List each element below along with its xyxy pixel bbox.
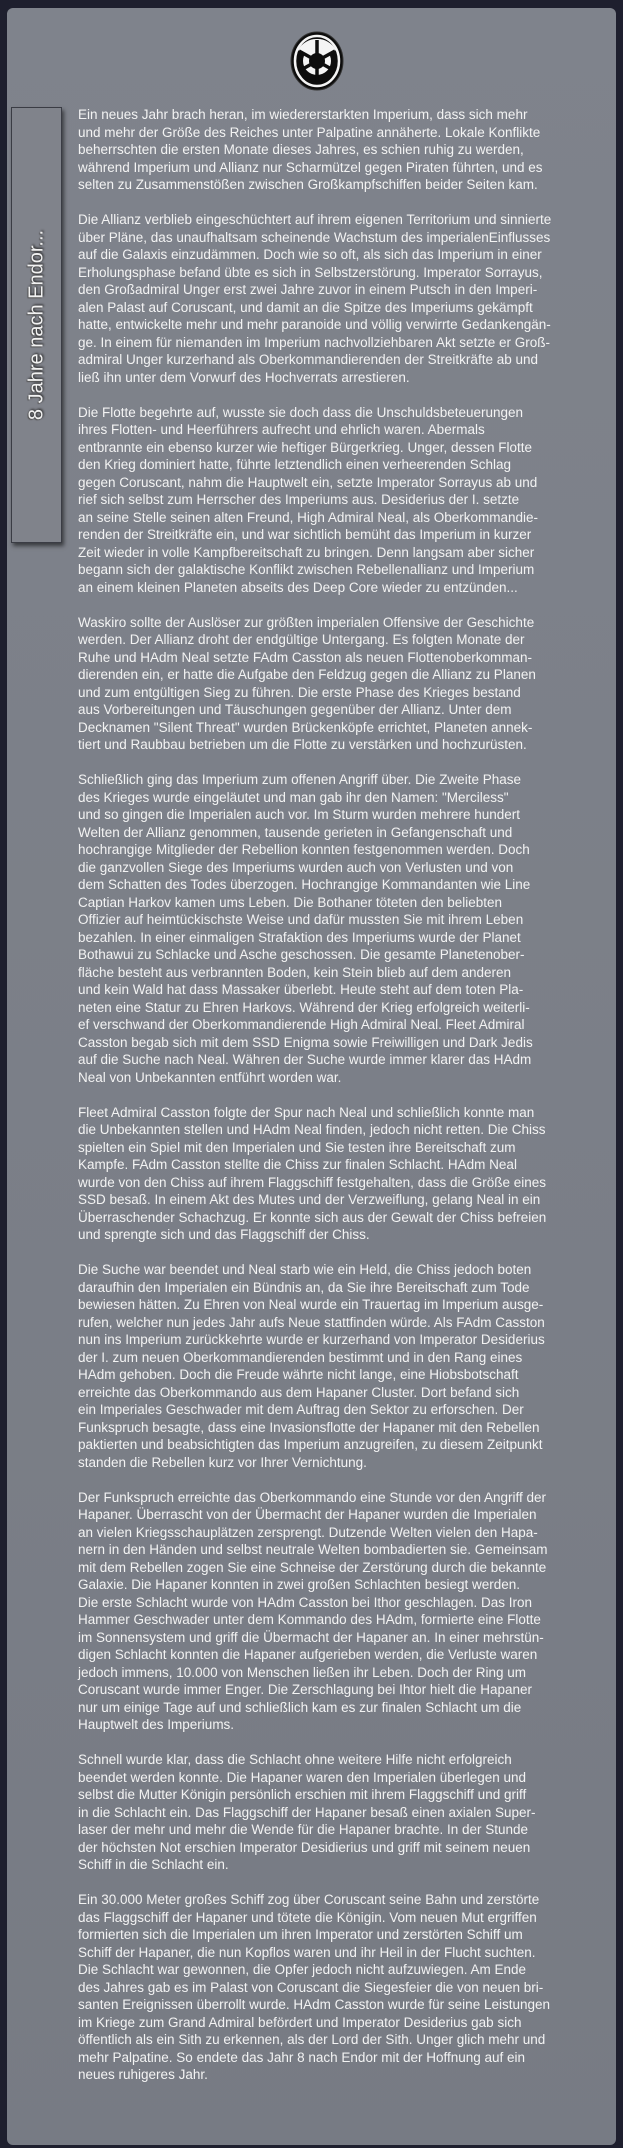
text-line: ließ ihn unter dem Vorwurf des Hochverrats arrestieren. (78, 369, 410, 385)
text-line: aus Vorbereitungen und Täuschungen gegenüber der Allianz. Unter dem (78, 702, 512, 717)
paragraph (78, 1751, 613, 1874)
text-line: den Großadmiral Unger erst zwei Jahre zuvor in einem Putsch in den Imperi- (78, 282, 538, 297)
paragraph (78, 211, 613, 386)
text-line: Schnell wurde klar, dass die Schlacht ohne weitere Hilfe nicht erfolgreich (78, 1752, 512, 1767)
text-line: formierten sich die Imperialen um ihren Imperator und zerstörten Schiff um (78, 1927, 523, 1942)
text-line: santen Ereignissen überrollt wurde. HAdm Casston wurde für seine Leistungen (78, 1997, 551, 2012)
text-line: Der Funkspruch erreichte das Oberkommando eine Stunde vor den Angriff der (78, 1489, 547, 1505)
text-line: Funkspruch besagte, dass eine Invasionsflotte der Hapaner mit den Rebellen (78, 1419, 540, 1435)
text-line: rufen, welcher nun jedes Jahr aufs Neue stattfinden würde. Als FAdm Casston (78, 1314, 545, 1330)
text-line: ge. In einem für niemanden im Imperium nachvollziehbaren Akt setzte er Groß- (78, 334, 550, 350)
text-line: neues ruhigeres Jahr. (78, 2067, 208, 2082)
text-line: das Flaggschiff der Hapaner und tötete die Königin. Vom neuen Mut ergriffen (78, 1909, 537, 1925)
text-line: Hapaner. Überrascht von der Übermacht der Hapaner wurden die Imperialen (78, 1507, 537, 1522)
text-line: Schiff der Hapaner, die nun Kopflos waren und ihr Heil in der Flucht suchten. (78, 1944, 536, 1960)
paragraph (78, 771, 613, 1086)
text-line: und zum entgültigen Sieg zu führen. Die erste Phase des Krieges bestand (78, 684, 521, 700)
text-line: Fleet Admiral Casston folgte der Spur nach Neal und schließlich konnte man (78, 1104, 535, 1120)
text-line: hochrangige Mitglieder der Rebellion konnten festgenommen werden. Doch (78, 842, 530, 857)
text-line: Welten der Allianz genommen, tausende gerieten in Gefangenschaft und (78, 824, 513, 840)
text-line: die ganzvollen Siege des Imperiums wurden auch von Verlusten und von (78, 859, 514, 875)
chapter-title: 8 Jahre nach Endor... (25, 229, 47, 421)
text-line: Ruhe und HAdm Neal setzte FAdm Casston als neuen Flottenoberkomman- (78, 649, 532, 665)
text-line: Schließlich ging das Imperium zum offenen Angriff über. Die Zweite Phase (78, 772, 521, 787)
text-line: digen Schlacht konnten die Hapaner aufgerieben werden, die Verluste waren (78, 1647, 538, 1662)
text-line: nern in den Händen und selbst neutrale Welten bombadierten sie. Gemeinsam (78, 1542, 548, 1557)
text-line: und so gingen die Imperialen auch vor. Im Sturm wurden mehrere hundert (78, 807, 520, 822)
text-line: ein Imperiales Geschwader mit dem Auftrag den Sektor zu erforschen. Der (78, 1402, 524, 1417)
text-line: Die Schlacht war gewonnen, die Opfer jedoch nicht aufzuwiegen. Am Ende (78, 1962, 527, 1977)
text-line: admiral Unger kurzerhand als Oberkommandierenden der Streitkräfte ab und (78, 352, 538, 367)
text-line: wurde von den Chiss auf ihrem Flaggschiff festgehalten, dass die Größe eines (78, 1174, 547, 1190)
chapter-title-tab (11, 107, 62, 543)
text-line: Schiff in die Schlacht ein. (78, 1857, 229, 1872)
text-line: auf die Suche nach Neal. Währen der Suche wurde immer klarer das HAdm (78, 1052, 532, 1067)
text-line: bewiesen hätten. Zu Ehren von Neal wurde ein Trauertag im Imperium ausge- (78, 1297, 544, 1312)
text-line: dem Schatten des Todes überzogen. Hochrangige Kommandanten wie Line (78, 877, 531, 892)
text-line: Neal von Unbekannten entführt worden war. (78, 1069, 342, 1085)
text-line: HAdm gehoben. Doch die Freude währte nicht lange, eine Hiobsbotschaft (78, 1367, 519, 1382)
text-line: an vielen Kriegsschauplätzen zersprengt. Dutzende Welten vielen den Hapa- (78, 1524, 538, 1540)
text-line: Captian Harkov kamen ums Leben. Die Bothaner töteten den beliebten (78, 894, 503, 910)
text-line: Coruscant wurde immer Enger. Die Zerschlagung bei Ihtor hielt die Hapaner (78, 1682, 532, 1697)
text-line: bezahlen. In einer einmaligen Strafaktion des Imperiums wurde der Planet (78, 929, 521, 945)
text-line: Überraschender Schachzug. Er konnte sich aus der Gewalt der Chiss befreien (78, 1209, 547, 1225)
text-line: Erholungsphase befand übte es sich in Selbstzerstörung. Imperator Sorrayus, (78, 264, 543, 280)
text-line: ihres Flotten- und Heerführers aufrecht und ehrlich waren. Abermals (78, 422, 485, 437)
text-line: rief sich selbst zum Herrscher des Imperiums aus. Desiderius der I. setzte (78, 492, 520, 507)
text-line: und kein Wald hat dass Massaker überlebt. Heute steht auf dem toten Pla- (78, 982, 524, 997)
text-line: nun ins Imperium zurückkehrte wurde er kurzerhand von Imperator Desiderius (78, 1332, 545, 1347)
paragraph (78, 1489, 613, 1734)
text-line: Die Allianz verblieb eingeschüchtert auf ihrem eigenen Territorium und sinnierte (78, 212, 552, 227)
paragraph (78, 106, 613, 194)
text-line: der höchsten Not erschien Imperator Desidierius und griff mit seinem neuen (78, 1839, 531, 1855)
text-line: begann sich der galaktische Konflikt zwischen Rebellenallianz und Imperium (78, 562, 535, 577)
text-line: des Krieges wurde eingeläutet und man gab ihr den Namen: "Merciless" (78, 789, 509, 805)
text-line: Casston begab sich mit dem SSD Enigma sowie Freiwilligen und Dark Jedis (78, 1034, 533, 1050)
text-line: an seine Stelle seinen alten Freund, High Admiral Neal, als Oberkommandie- (78, 509, 538, 525)
text-line: renden der Streitkräfte ein, und war sichtlich bemüht das Imperium in kurzer (78, 527, 532, 542)
text-line: mit dem Rebellen zogen Sie eine Schneise der Zerstörung durch die bekannte (78, 1559, 547, 1575)
text-line: selten zu Zusammenstößen zwischen Großkampfschiffen beider Seiten kam. (78, 177, 538, 192)
text-line: Hauptwelt des Imperiums. (78, 1717, 235, 1732)
text-line: Bothawui zu Schlacke und Asche geschossen. Die gesamte Planetenober- (78, 947, 525, 962)
text-line: über Pläne, das unaufhaltsam scheinende Wachstum des imperialenEinflusses (78, 229, 551, 245)
text-line: nur um einige Tage auf und schließlich kam es zur finalen Schlacht um die (78, 1699, 522, 1715)
text-line: laser der mehr und mehr die Wende für die Hapaner brachte. In der Stunde (78, 1822, 529, 1837)
imperial-crest-icon (289, 30, 345, 92)
text-line: fläche besteht aus verbrannten Boden, kein Stein blieb auf dem anderen (78, 964, 512, 980)
text-line: im Sonnensystem und griff die Übermacht der Hapaner an. In einer mehrstün- (78, 1629, 544, 1645)
text-line: während Imperium und Allianz nur Scharmützel gegen Piraten führten, und es (78, 159, 543, 175)
text-line: SSD besaß. In einem Akt des Mutes und der Verzweiflung, gelang Neal in ein (78, 1192, 541, 1207)
text-line: die Unbekannten stellen und HAdm Neal finden, jedoch nicht retten. Die Chiss (78, 1122, 546, 1137)
text-line: der I. zum neuen Oberkommandierenden bestimmt und in den Rang eines (78, 1349, 523, 1365)
text-line: entbrannte ein ebenso kurzer wie heftiger Bürgerkrieg. Unger, dessen Flotte (78, 439, 533, 455)
text-line: Offizier auf heimtückischste Weise und dafür mussten Sie mit ihrem Leben (78, 912, 524, 927)
text-line: im Kriege zum Grand Admiral befördert und Imperator Desiderius gab sich (78, 2014, 522, 2030)
text-line: jedoch immens, 10.000 von Menschen ließen ihr Leben. Doch der Ring um (78, 1664, 526, 1680)
text-line: und mehr der Größe des Reiches unter Palpatine annäherte. Lokale Konflikte (78, 124, 541, 140)
text-line: Waskiro sollte der Auslöser zur größten imperialen Offensive der Geschichte (78, 614, 535, 630)
text-line: paktierten und beabsichtigten das Imperium anzugreifen, zu diesem Zeitpunkt (78, 1437, 543, 1452)
text-line: auf die Galaxis einzudämmen. Doch wie so oft, als sich das Imperium in einer (78, 247, 542, 262)
text-line: Die Flotte begehrte auf, wusste sie doch dass die Unschuldsbeteuerungen (78, 404, 524, 420)
story-text (78, 106, 613, 2101)
paragraph (78, 1891, 613, 2084)
text-line: hatte, entwickelte mehr und mehr paranoide und völlig verwirrte Gedankengän- (78, 317, 551, 332)
text-line: alen Palast auf Coruscant, und damit an die Spitze des Imperiums gekämpft (78, 299, 533, 315)
text-line: ef verschwand der Oberkommandierende High Admiral Neal. Fleet Admiral (78, 1017, 525, 1032)
text-line: den Krieg dominiert hatte, führte letztendlich einen verheerenden Schlag (78, 457, 512, 472)
paragraph (78, 1104, 613, 1244)
text-line: Decknamen "Silent Threat" wurden Brückenköpfe errichtet, Planeten annek- (78, 719, 533, 735)
text-line: Hammer Geschwader unter dem Kommando des HAdm, formierte eine Flotte (78, 1612, 541, 1627)
text-line: gegen Coruscant, nahm die Hauptwelt ein, setzte Imperator Sorrayus ab und (78, 474, 538, 490)
text-line: tiert und Raubbau betrieben um die Flotte zu verstärken und hochzurüsten. (78, 737, 527, 752)
text-line: Ein neues Jahr brach heran, im wiedererstarkten Imperium, dass sich mehr (78, 107, 528, 122)
paragraph (78, 404, 613, 597)
text-line: selbst die Mutter Königin persönlich erschien mit ihrem Flaggschiff und griff (78, 1787, 527, 1802)
text-line: daraufhin den Imperialen ein Bündnis an, da Sie ihre Bereitschaft zum Tode (78, 1279, 530, 1295)
text-line: beendet werden konnte. Die Hapaner waren den Imperialen überlegen und (78, 1769, 527, 1785)
text-line: beherrschten die ersten Monate dieses Jahres, es schien ruhig zu werden, (78, 142, 524, 157)
text-line: an einem kleinen Planeten abseits des Deep Core wieder zu entzünden... (78, 579, 518, 595)
text-line: Kampfe. FAdm Casston stellte die Chiss zur finalen Schlacht. HAdm Neal (78, 1157, 517, 1172)
text-line: dierenden ein, er hatte die Aufgabe den Feldzug gegen die Allianz zu Planen (78, 667, 536, 682)
text-line: des Jahres gab es im Palast von Coruscant die Siegesfeier die von neuen bri- (78, 1979, 544, 1995)
text-line: Zeit wieder in volle Kampfbereitschaft zu bringen. Denn langsam aber sicher (78, 544, 535, 560)
text-line: öffentlich als ein Sith zu erkennen, als der Lord der Sith. Unger glich mehr und (78, 2032, 546, 2047)
text-line: Ein 30.000 Meter großes Schiff zog über Coruscant seine Bahn und zerstörte (78, 1892, 540, 1907)
text-line: spielten ein Spiel mit den Imperialen und Sie testen ihre Bereitschaft zum (78, 1139, 516, 1155)
text-line: werden. Der Allianz droht der endgültige Untergang. Es folgten Monate der (78, 632, 525, 647)
paragraph (78, 1261, 613, 1471)
text-line: neten eine Statur zu Ehren Harkovs. Während der Krieg erfolgreich weiterli- (78, 999, 530, 1015)
text-line: Die erste Schlacht wurde von HAdm Casston bei Ithor geschlagen. Das Iron (78, 1594, 532, 1610)
text-line: in die Schlacht ein. Das Flaggschiff der Hapaner besaß einen axialen Super- (78, 1804, 536, 1820)
paragraph (78, 614, 613, 754)
text-line: Die Suche war beendet und Neal starb wie ein Held, die Chiss jedoch boten (78, 1262, 532, 1277)
text-line: mehr Palpatine. So endete das Jahr 8 nach Endor mit der Hoffnung auf ein (78, 2049, 526, 2065)
text-line: standen die Rebellen kurz vor Ihrer Vernichtung. (78, 1454, 367, 1470)
text-line: und sprengte sich und das Flaggschiff der Chiss. (78, 1227, 370, 1242)
text-line: Galaxie. Die Hapaner konnten in zwei großen Schlachten besiegt werden. (78, 1577, 521, 1592)
text-line: erreichte das Oberkommando aus dem Hapaner Cluster. Dort befand sich (78, 1384, 520, 1400)
